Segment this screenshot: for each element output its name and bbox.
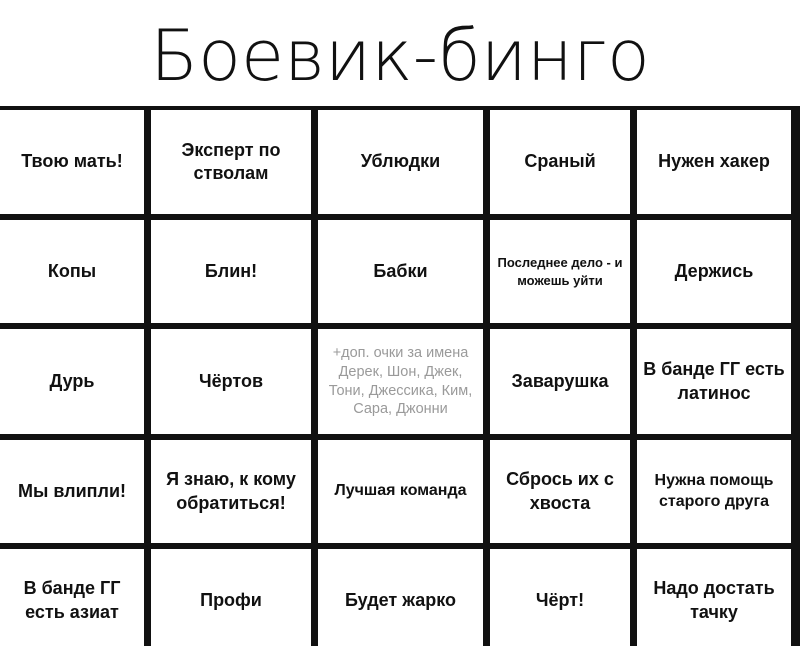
- bingo-cell: Эксперт по стволам: [151, 110, 311, 214]
- bingo-cell: В банде ГГ есть латинос: [637, 329, 791, 434]
- bingo-cell: Чёртов: [151, 329, 311, 434]
- bingo-grid: [0, 106, 800, 646]
- bingo-cell: Ублюдки: [318, 110, 483, 214]
- bingo-cell: Будет жарко: [318, 549, 483, 652]
- bingo-cell: Последнее дело - и можешь уйти: [490, 220, 630, 323]
- bingo-cell: Копы: [0, 220, 144, 323]
- bingo-cell: Сбрось их с хвоста: [490, 440, 630, 543]
- bingo-cell: Надо достать тачку: [637, 549, 791, 652]
- bingo-cell: Держись: [637, 220, 791, 323]
- bingo-cell: Твою мать!: [0, 110, 144, 214]
- bingo-cell: Профи: [151, 549, 311, 652]
- bingo-cell: Нужен хакер: [637, 110, 791, 214]
- page-title: Боевик-бинго: [150, 15, 650, 97]
- bingo-cell: Заварушка: [490, 329, 630, 434]
- bingo-cell: Я знаю, к кому обратиться!: [151, 440, 311, 543]
- bingo-cell: Лучшая команда: [318, 440, 483, 543]
- bingo-cell: Мы влипли!: [0, 440, 144, 543]
- bingo-cell: Чёрт!: [490, 549, 630, 652]
- bingo-cell: Сраный: [490, 110, 630, 214]
- bingo-cell: Нужна помощь старого друга: [637, 440, 791, 543]
- bonus-names-note: +доп. очки за имена Дерек, Шон, Джек, Тони, Джессика, Ким, Сара, Джонни: [318, 329, 483, 434]
- bingo-cell: В банде ГГ есть азиат: [0, 549, 144, 652]
- bingo-cell: Блин!: [151, 220, 311, 323]
- bingo-cell: Бабки: [318, 220, 483, 323]
- bingo-cell: Дурь: [0, 329, 144, 434]
